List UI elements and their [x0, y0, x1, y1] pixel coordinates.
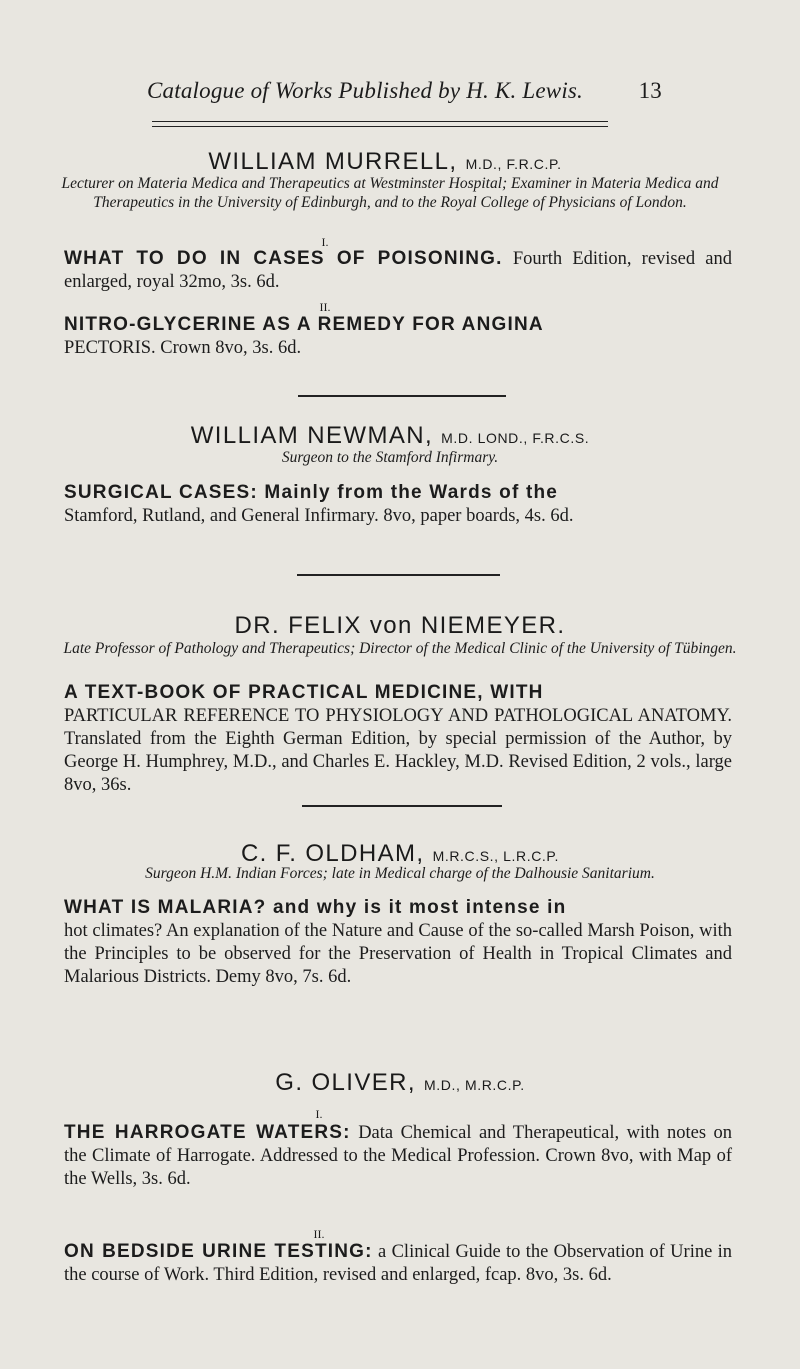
book-entry	[64, 247, 732, 294]
author-newman: WILLIAM NEWMAN, M.D. LOND., F.R.C.S.	[190, 422, 590, 449]
author-oliver: G. OLIVER, M.D., M.R.C.P.	[275, 1069, 525, 1096]
author-murrell: WILLIAM MURRELL, M.D., F.R.C.P.	[208, 148, 562, 175]
author-description: Surgeon to the Stamford Infirmary.	[281, 449, 499, 466]
header-title: Catalogue of Works Published by H. K. Lewis.	[147, 78, 584, 103]
book-numeral: II.	[313, 1227, 325, 1241]
book-details: a Clinical Guide to the Observation of Urine in the course of Work. Third Edition, revised and enlarged, fcap. 8vo, 3s. 6d.	[64, 1242, 733, 1285]
author-description: Surgeon H.M. Indian Forces; late in Medical charge of the Dalhousie Sanitarium.	[145, 865, 655, 882]
book-entry	[64, 681, 732, 797]
author-description: Late Professor of Pathology and Therapeutics; Director of the Medical Clinic of the University of Tübingen.	[63, 640, 737, 657]
book-title: NITRO-GLYCERINE AS A REMEDY FOR ANGINA	[64, 314, 544, 335]
book-details: PARTICULAR REFERENCE TO PHYSIOLOGY AND PATHOLOGICAL ANATOMY. Translated from the Eighth German Edition, by special permission of the Author, by George H. Humphrey, M.D., and Charles E. Hackley, M.D. Revised Edition, 2 vols., large 8vo, 36s.	[64, 706, 732, 795]
book-title: A TEXT-BOOK OF PRACTICAL MEDICINE, WITH	[64, 682, 544, 703]
book-numeral: I.	[315, 1107, 323, 1121]
book-title: THE HARROGATE WATERS:	[64, 1122, 351, 1143]
book-title: ON BEDSIDE URINE TESTING:	[64, 1241, 373, 1262]
author-description: Lecturer on Materia Medica and Therapeutics at Westminster Hospital; Examiner in Materia Medica and Therapeutics in the University of Edinburgh, and to the Royal College of Physicians of London.	[61, 175, 719, 211]
section-divider	[297, 574, 500, 576]
book-details: Data Chemical and Therapeutical, with notes on the Climate of Harrogate. Addressed to the Medical Profession. Crown 8vo, with Map of the Wells, 3s. 6d.	[64, 1123, 732, 1189]
section-divider	[298, 395, 506, 397]
running-header	[147, 78, 662, 114]
book-numeral: I.	[321, 235, 329, 249]
book-entry	[64, 1121, 732, 1191]
book-entry	[64, 481, 732, 528]
book-title: WHAT IS MALARIA? and why is it most intense in	[64, 897, 567, 918]
section-divider	[302, 805, 502, 807]
book-details: Fourth Edition, revised and enlarged, royal 32mo, 3s. 6d.	[64, 249, 732, 292]
book-entry	[64, 313, 732, 360]
page-number: 13	[638, 78, 662, 103]
book-title: SURGICAL CASES: Mainly from the Wards of the	[64, 482, 559, 503]
author-niemeyer: DR. FELIX von NIEMEYER.	[234, 612, 566, 639]
book-details: PECTORIS. Crown 8vo, 3s. 6d.	[64, 338, 302, 358]
book-numeral: II.	[319, 300, 331, 314]
author-oldham: C. F. OLDHAM, M.R.C.S., L.R.C.P.	[240, 840, 560, 867]
book-details: Stamford, Rutland, and General Infirmary. 8vo, paper boards, 4s. 6d.	[64, 506, 574, 526]
book-details: hot climates? An explanation of the Nature and Cause of the so-called Marsh Poison, with the Principles to be observed for the Preservation of Health in Tropical Climates and Malarious Districts. Demy 8vo, 7s. 6d.	[64, 921, 732, 987]
header-rule	[152, 121, 608, 127]
book-entry	[64, 896, 732, 989]
book-title: WHAT TO DO IN CASES OF POISONING.	[64, 248, 503, 269]
book-entry	[64, 1240, 732, 1287]
